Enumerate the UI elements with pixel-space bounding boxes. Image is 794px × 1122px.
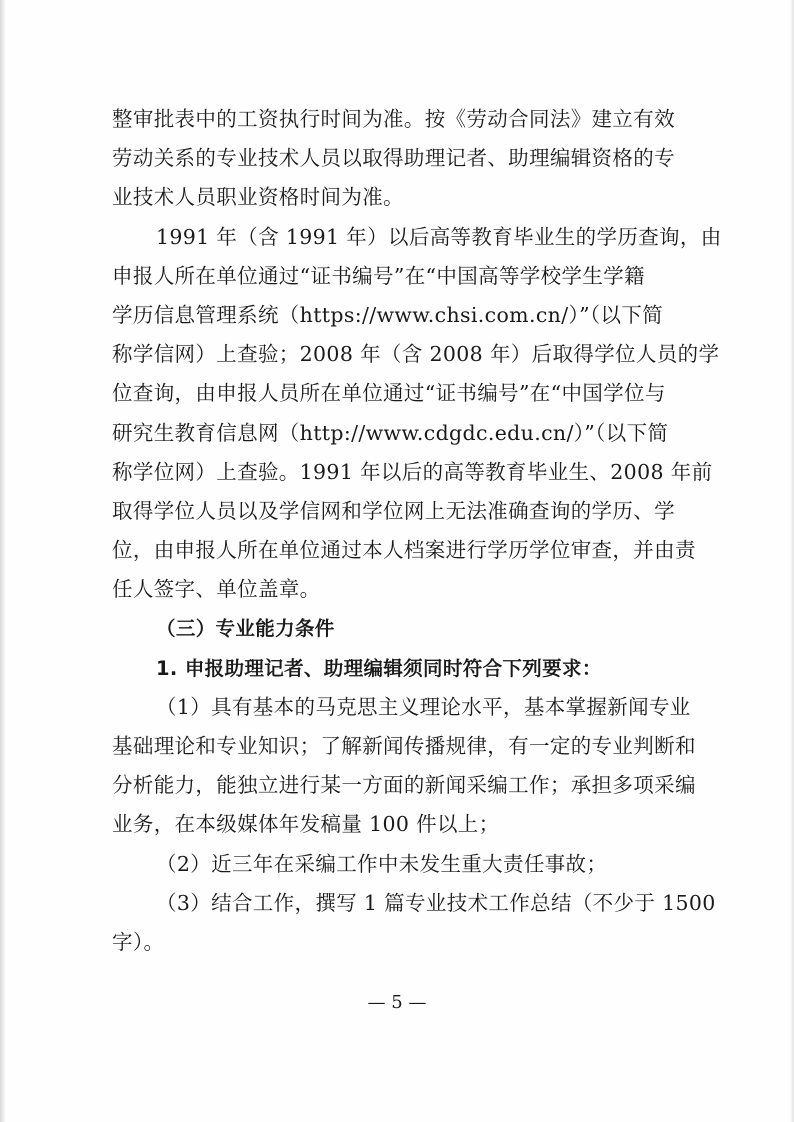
body-text xyxy=(112,100,722,962)
text-line: 称学信网）上查验；2008 年（含 2008 年）后取得学位人员的学 xyxy=(112,342,720,367)
text-line: 学历信息管理系统（https://www.chsi.com.cn/）”（以下简 xyxy=(112,302,664,327)
text-line: 整审批表中的工资执行时间为准。按《劳动合同法》建立有效 xyxy=(112,107,675,131)
section-heading: （三）专业能力条件 xyxy=(156,617,335,641)
text-line: 位查询，由申报人员所在单位通过“证书编号”在“中国学位与 xyxy=(112,381,666,406)
text-line: 位，由申报人所在单位通过本人档案进行学历学位审查，并由责 xyxy=(112,538,696,563)
text-line: 基础理论和专业知识；了解新闻传播规律，有一定的专业判断和 xyxy=(112,734,696,758)
subsection-heading: 1. 申报助理记者、助理编辑须同时符合下列要求： xyxy=(156,656,602,680)
scan-left-edge xyxy=(0,0,6,1122)
requirement-item-2: （2）近三年在采编工作中未发生重大责任事故； xyxy=(156,851,608,876)
text-line: 劳动关系的专业技术人员以取得助理记者、助理编辑资格的专 xyxy=(112,146,675,171)
requirement-item-3: （3）结合工作，撰写 1 篇专业技术工作总结（不少于 1500 xyxy=(156,890,716,915)
text-line: 字）。 xyxy=(112,929,165,954)
text-line: 称学位网）上查验。1991 年以后的高等教育毕业生、2008 年前 xyxy=(112,459,713,484)
text-line: 研究生教育信息网（http://www.cdgdc.edu.cn/）”（以下简 xyxy=(112,420,669,445)
page-number: — 5 — xyxy=(367,992,427,1013)
scan-right-edge xyxy=(790,0,794,1122)
text-line: 业技术人员职业资格时间为准。 xyxy=(112,185,404,210)
text-line: 任人签字、单位盖章。 xyxy=(112,577,321,602)
text-line: 申报人所在单位通过“证书编号”在“中国高等学校学生学籍 xyxy=(112,263,645,288)
paragraph-start-line: 1991 年（含 1991 年）以后高等教育毕业生的学历查询，由 xyxy=(156,224,722,249)
requirement-item-1: （1）具有基本的马克思主义理论水平，基本掌握新闻专业 xyxy=(156,694,691,719)
text-line: 分析能力，能独立进行某一方面的新闻采编工作；承担多项采编 xyxy=(112,773,696,798)
text-line: 取得学位人员以及学信网和学位网上无法准确查询的学历、学 xyxy=(112,498,675,523)
text-line: 业务，在本级媒体年发稿量 100 件以上； xyxy=(112,812,500,837)
